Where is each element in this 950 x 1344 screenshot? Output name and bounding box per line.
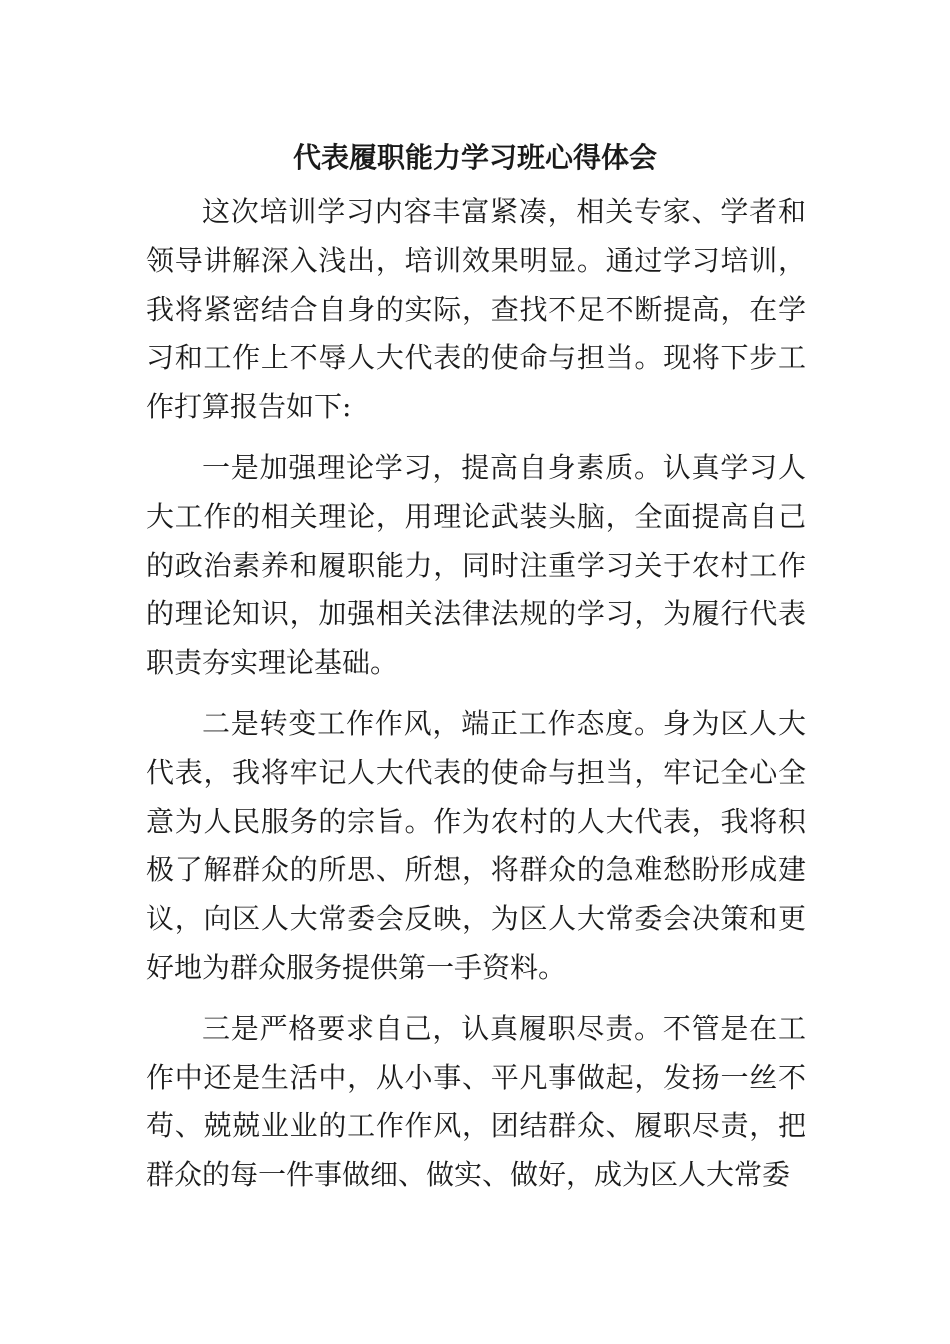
paragraph-point-two: 二是转变工作作风，端正工作态度。身为区人大代表，我将牢记人大代表的使命与担当，牢记全心全意为人民服务的宗旨。作为农村的人大代表，我将积极了解群众的所思、所想，将群众的急难愁盼形成建议，向区人大常委会反映，为区人大常委会决策和更好地为群众服务提供第一手资料。 bbox=[146, 706, 806, 984]
paragraph-point-one: 一是加强理论学习，提高自身素质。认真学习人大工作的相关理论，用理论武装头脑，全面提高自己的政治素养和履职能力，同时注重学习关于农村工作的理论知识，加强相关法律法规的学习，为履行代表职责夯实理论基础。 bbox=[146, 450, 806, 680]
document-title: 代表履职能力学习班心得体会 bbox=[292, 141, 657, 174]
document-body bbox=[146, 188, 806, 1200]
paragraph-intro: 这次培训学习内容丰富紧凑，相关专家、学者和领导讲解深入浅出，培训效果明显。通过学习培训，我将紧密结合自身的实际，查找不足不断提高，在学习和工作上不辱人大代表的使命与担当。现将下步工作打算报告如下: bbox=[146, 195, 806, 424]
paragraph-point-three: 三是严格要求自己，认真履职尽责。不管是在工作中还是生活中，从小事、平凡事做起，发扬一丝不苟、兢兢业业的工作作风，团结群众、履职尽责，把群众的每一件事做细、做实、做好，成为区人大常委 bbox=[146, 1011, 806, 1192]
